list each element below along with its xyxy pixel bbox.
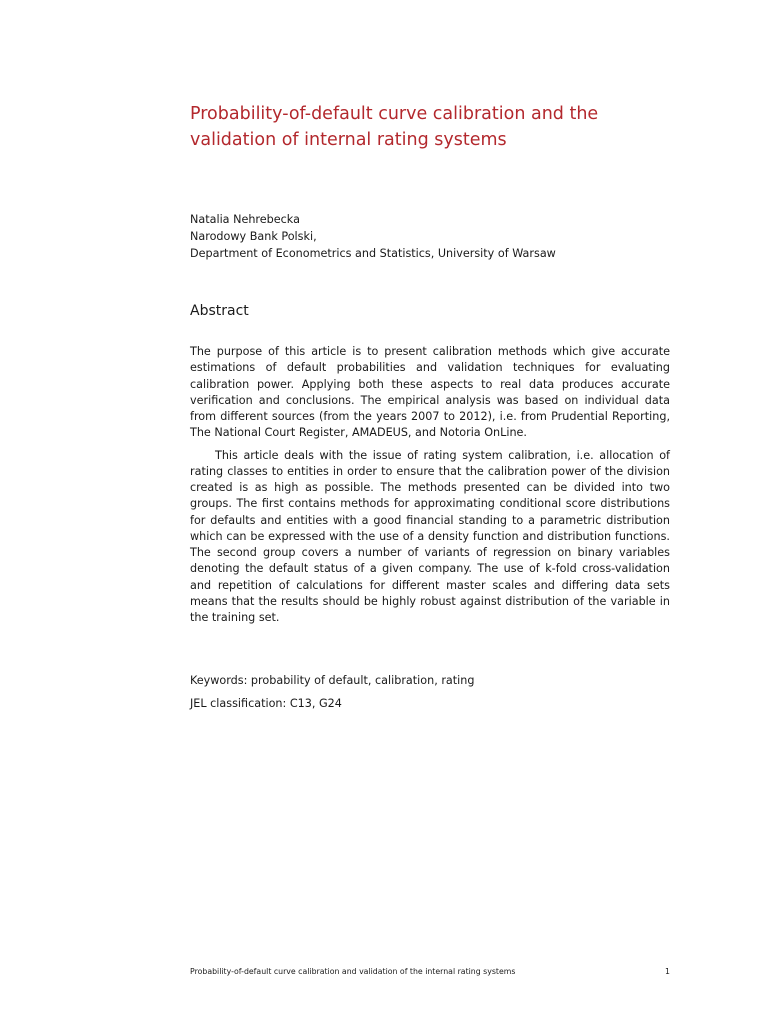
abstract-body (190, 344, 670, 626)
paper-title: Probability-of-default curve calibration and the validation of internal rating systems (190, 104, 599, 150)
author-name: Natalia Nehrebecka (190, 213, 300, 226)
abstract-paragraph: This article deals with the issue of rating system calibration, i.e. allocation of rating classes to entities in order to ensure that the calibration power of the division created is as high as possible. The methods presented can be divided into two groups. The first contains methods for approximating conditional score distributions for defaults and entities with a good financial standing to a parametric distribution which can be expressed with the use of a density function and distribution functions. The second group covers a number of variants of regression on binary variables denoting the default status of a given company. The use of k-fold cross-validation and repetition of calculations for different master scales and differing data sets means that the results should be highly robust against distribution of the variable in the training set. (190, 448, 670, 624)
author-block (190, 211, 670, 262)
abstract-heading: Abstract (190, 303, 249, 319)
page-number: 1 (665, 967, 670, 976)
keywords: Keywords: probability of default, calibration, rating (190, 674, 475, 687)
paper-page (190, 0, 670, 1024)
author-department: Department of Econometrics and Statistics, University of Warsaw (190, 247, 556, 260)
author-affiliation: Narodowy Bank Polski, (190, 230, 317, 243)
running-footer: Probability-of-default curve calibration and validation of the internal rating systems (190, 967, 516, 976)
abstract-paragraph: The purpose of this article is to present calibration methods which give accurate estimations of default probabilities and validation techniques for evaluating calibration power. Applying both these aspects to real data produces accurate verification and conclusions. The empirical analysis was based on individual data from different sources (from the years 2007 to 2012), i.e. from Prudential Reporting, The National Court Register, AMADEUS, and Notoria OnLine. (190, 345, 670, 440)
jel-classification: JEL classification: C13, G24 (190, 697, 342, 710)
